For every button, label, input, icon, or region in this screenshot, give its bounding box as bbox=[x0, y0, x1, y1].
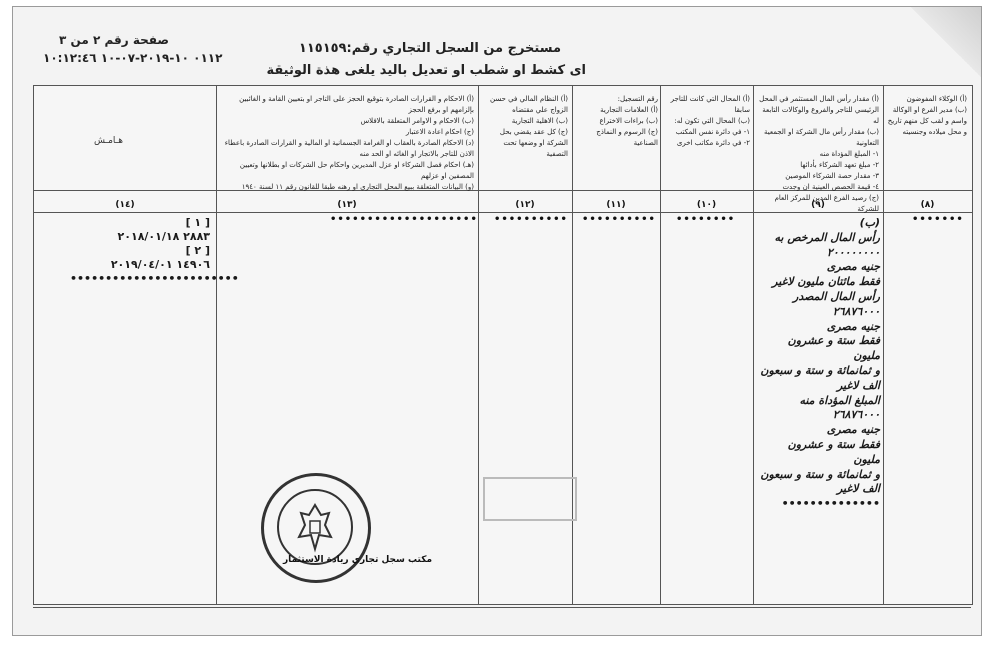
capital-line: جنيه مصرى bbox=[826, 260, 880, 274]
margin-line: [ ١ ] bbox=[185, 216, 210, 229]
margin-line: •••••••••••••••••••••••• bbox=[70, 272, 239, 285]
col10-entry: •••••••• bbox=[676, 214, 736, 225]
document-sheet bbox=[12, 6, 982, 636]
col13-head: (أ) الاحكام و القرارات الصادرة بتوقيع الحجز على التاجر او بتعيين القامة و الغائبين بإلزامهم او برفع الحجز (ب) الاحكام و الاوامر المتعلقة بالافلاس (ج) احكام اعادة الاعتبار (د) الاحكام الصادرة بالعقاب او الغرامة الجسمانية او المالية و القرارات الصادرة باعطاء الاذن للتاجر بالاتجار او الغائه او الحد منه (هـ) احكام فصل الشركاء او عزل المديرين واحكام حل الشركات او بطلانها وتعيين المصفين او عزلهم (و) البيانات المتعلقة ببيع المحل التجاري او رهنه طبقا للقانون رقم ١١ لسنة ١٩٤٠ bbox=[224, 95, 474, 191]
capital-line: •••••••••••••• bbox=[781, 497, 880, 511]
col-divider bbox=[660, 86, 661, 604]
official-seal bbox=[261, 473, 371, 583]
extract-title: مستخرج من السجل التجاري رقم:١١٥١٥٩ bbox=[298, 41, 561, 56]
capital-line: جنيه مصرى bbox=[826, 319, 880, 333]
bottom-rule bbox=[33, 607, 971, 608]
col10-number: (١٠) bbox=[696, 200, 717, 210]
margin-line: ١٤٩٠٦ ٢٠١٩/٠٤/٠١ bbox=[110, 258, 210, 271]
capital-line: رأس المال المرخص به ٢٠٠٠٠٠٠٠٠ bbox=[774, 230, 880, 259]
capital-line: فقط مائتان مليون لاغير bbox=[772, 275, 880, 289]
tamper-notice: اى كشط او شطب او تعديل باليد يلغى هذة الوثيقة bbox=[266, 63, 586, 78]
col14-head: هـامـش bbox=[94, 136, 124, 146]
col8-entry: ••••••• bbox=[912, 214, 964, 225]
page-number: صفحة رقم ٢ من ٣ bbox=[59, 33, 169, 47]
capital-line: و ثمانمائة و ستة و سبعون bbox=[760, 363, 880, 377]
col10-head: (أ) المحال التي كانت للتاجر سابقا (ب) المحال التي تكون له: ١- في دائرة نفس المكتب ٢- في دائرة مكاتب اخرى bbox=[670, 95, 750, 147]
col14-number: (١٤) bbox=[115, 200, 135, 210]
col11-number: (١١) bbox=[606, 200, 626, 210]
col13-number: (١٣) bbox=[337, 200, 357, 210]
capital-line: الف لاغير bbox=[836, 482, 880, 496]
capital-line: الف لاغير bbox=[836, 378, 880, 392]
col-divider bbox=[572, 86, 573, 604]
col13-entry: •••••••••••••••••••• bbox=[330, 214, 478, 225]
capital-line: (ب) bbox=[859, 216, 880, 229]
capital-line: المبلغ المؤداة منه ٢٦٨٧٦٠٠٠ bbox=[799, 393, 880, 422]
col9-head: (أ) مقدار رأس المال المستثمر في المحل الرئيسي للتاجر والفروع والوكالات التابعة له (ب) مقدار رأس مال الشركة او الجمعية التعاونية ١- المبلغ المؤداة منه ٢- مبلغ تعهد الشركاء بأدائها ٣- مقدار حصة الشركاء الموصين ٤- قيمة الحصص العينية ان وجدت (ج) رصيد الفرع المدين للمركز العام للشركة bbox=[759, 95, 879, 213]
col12-head: (أ) النظام المالي في حسن الزواج علي مقتضاه (ب) الاهلية التجارية (ج) كل عقد يقضي بحل الشركة او وضعها تحت التصفية bbox=[489, 95, 568, 158]
print-datetime: ٠١١٢ ١٠-٢٠١٩-٠٧-١٠ ١٠:١٢:٤٦ bbox=[43, 51, 223, 65]
col11-head: رقم التسجيل: (أ) العلامات التجارية (ب) براءات الاختراع (ج) الرسوم و النماذج الصناعية bbox=[596, 95, 658, 147]
capital-line: فقط ستة و عشرون مليون bbox=[787, 437, 880, 466]
col-divider bbox=[478, 86, 479, 604]
number-row-divider bbox=[34, 212, 972, 213]
margin-line: ٢٨٨٣ ٢٠١٨/٠١/١٨ bbox=[117, 230, 210, 243]
faded-rectangular-stamp bbox=[483, 477, 577, 521]
col9-entry bbox=[758, 216, 880, 512]
col-divider bbox=[216, 86, 217, 604]
col14-entry bbox=[70, 216, 239, 286]
capital-line: و ثمانمائة و ستة و سبعون bbox=[760, 467, 880, 481]
col-divider bbox=[883, 86, 884, 604]
capital-line: فقط ستة و عشرون مليون bbox=[787, 334, 880, 363]
col8-head: (أ) الوكلاء المفوضون (ب) مدير الفرع او الوكالة واسم و لقب كل منهم تاريخ و محل ميلاده وجنسيته bbox=[887, 95, 967, 136]
register-table bbox=[33, 85, 973, 605]
col12-entry: •••••••••• bbox=[494, 214, 568, 225]
seal-caption: مكتب سجل تجاري ريادة الاستثمار bbox=[283, 555, 433, 565]
margin-line: [ ٢ ] bbox=[185, 244, 210, 257]
col8-number: (٨) bbox=[920, 200, 935, 210]
col11-entry: •••••••••• bbox=[582, 214, 656, 225]
col-divider bbox=[753, 86, 754, 604]
eagle-emblem-icon bbox=[277, 489, 353, 565]
capital-line: رأس المال المصدر ٢٦٨٧٦٠٠٠ bbox=[793, 289, 880, 318]
col9-number: (٩) bbox=[811, 200, 825, 210]
capital-line: جنيه مصرى bbox=[826, 423, 880, 437]
col12-number: (١٢) bbox=[515, 200, 535, 210]
